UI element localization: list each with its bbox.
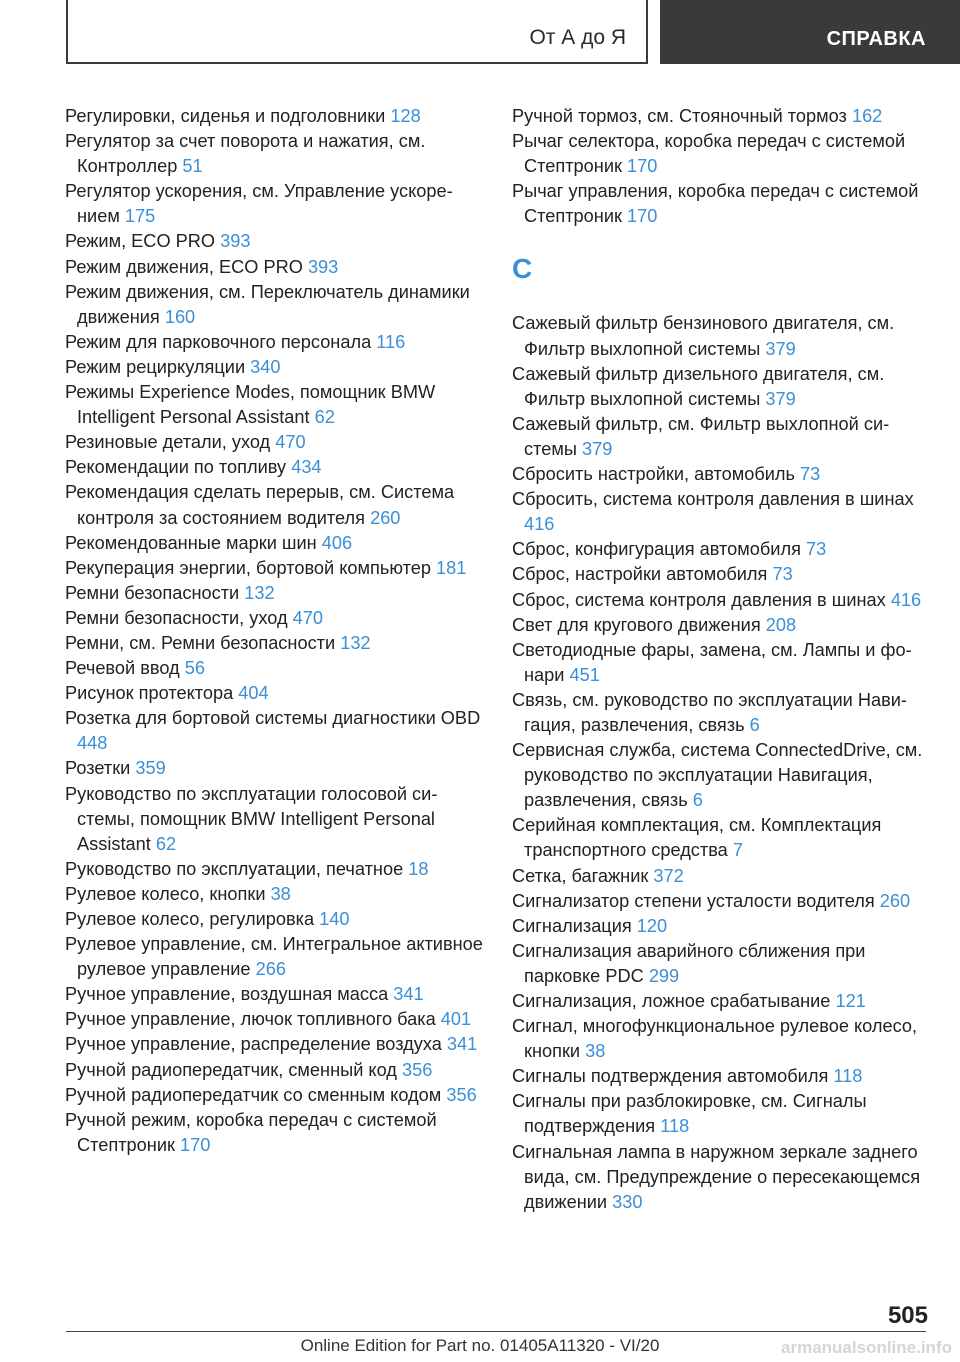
index-entry-page-link[interactable]: 340	[250, 356, 281, 377]
index-entry-page-link[interactable]: 341	[446, 1034, 478, 1055]
index-entry-page-link[interactable]: 359	[135, 758, 166, 779]
index-entry-page-link[interactable]: 356	[401, 1059, 433, 1080]
index-entry-page-link[interactable]: 62	[155, 833, 177, 854]
index-entry-page-link[interactable]: 118	[833, 1066, 863, 1087]
section-letter-heading: С	[512, 253, 533, 285]
index-entry	[512, 311, 930, 361]
index-entry	[65, 255, 483, 280]
index-entry-term: Руководство по эксплуатации голосовой системы, помощник BMW Intelligent Personal Assistant	[65, 783, 438, 854]
index-entry	[65, 1032, 483, 1057]
index-entry-term: Сигнализация аварийного сближения при парковке PDC	[512, 940, 866, 986]
index-entry-term: Сигнализация, ложное срабатывание	[512, 991, 836, 1011]
index-entry-page-link[interactable]: 120	[636, 915, 668, 936]
index-entry-term: Серийная комплектация, см. Комплектация транспортного средства	[512, 815, 882, 861]
index-entry-page-link[interactable]: 451	[569, 664, 600, 685]
index-entry-term: Речевой ввод	[65, 658, 185, 679]
index-entry	[512, 1140, 930, 1215]
index-entry	[65, 330, 483, 355]
index-entry-page-link[interactable]: 160	[164, 306, 196, 327]
index-entry	[512, 688, 930, 738]
index-entry-term: Рекомендованные марки шин	[65, 532, 322, 553]
index-entry-term: Сбросить настройки, автомобиль	[512, 464, 801, 485]
index-entry-term: Ремни безопасности, уход	[65, 607, 293, 628]
index-entry-term: Рекомендации по топливу	[65, 457, 292, 478]
index-entry-page-link[interactable]: 434	[291, 457, 322, 478]
index-entry-page-link[interactable]: 379	[765, 388, 796, 409]
index-entry-term: Сигналы при разблокировке, см. Сигналы подтверждения	[512, 1091, 867, 1137]
index-entry-term: Ручное управление, лючок топливного бака	[65, 1009, 441, 1030]
index-entry	[65, 932, 483, 982]
index-entry	[512, 588, 930, 613]
index-entry	[65, 430, 483, 455]
index-entry	[512, 989, 930, 1014]
index-entry	[65, 355, 483, 380]
index-entry-term: Сбросить, система контроля давления в шинах	[512, 489, 914, 510]
index-entry-term: Режим движения, см. Переключатель динамики движения	[65, 281, 470, 327]
index-entry	[512, 864, 930, 889]
index-entry-term: Сажевый фильтр, см. Фильтр выхлопной системы	[512, 413, 890, 459]
index-entry	[512, 462, 930, 487]
index-entry-term: Сброс, конфигурация автомобиля	[512, 539, 806, 560]
index-entry	[65, 1083, 483, 1108]
index-entry-page-link[interactable]: 266	[255, 959, 286, 980]
index-entry-page-link[interactable]: 175	[124, 206, 156, 227]
index-entry-page-link[interactable]: 118	[660, 1116, 690, 1137]
index-entry-term: Ручной режим, коробка передач с системой Стептроник	[65, 1109, 437, 1155]
index-entry-term: Сигналы подтверждения автомобиля	[512, 1066, 834, 1087]
index-entry	[65, 907, 483, 932]
index-entry	[512, 362, 930, 412]
index-entry-term: Светодиодные фары, замена, см. Лампы и фонари	[512, 639, 912, 685]
index-entry-page-link[interactable]: 341	[393, 984, 424, 1005]
index-entry	[512, 738, 930, 813]
index-entry-term: Сажевый фильтр дизельного двигателя, см. Фильтр выхлопной системы	[512, 363, 885, 409]
index-entry-term: Рулевое управление, см. Интегральное активное рулевое управление	[65, 934, 483, 980]
index-entry	[65, 556, 483, 581]
index-entry-term: Сетка, багажник	[512, 865, 654, 886]
index-entry	[65, 104, 483, 129]
index-entry-page-link[interactable]: 132	[244, 582, 275, 603]
index-entry-page-link[interactable]: 73	[805, 539, 827, 560]
index-entry-term: Сервисная служба, система ConnectedDrive, см. руководство по эксплуатации Навигация, развлечения, связь	[512, 740, 923, 811]
index-entry-page-link[interactable]: 416	[524, 514, 555, 535]
index-entry-page-link[interactable]: 38	[270, 883, 291, 904]
index-entry-page-link[interactable]: 470	[275, 432, 306, 453]
index-entry-term: Связь, см. руководство по эксплуатации Навигация, развлечения, связь	[512, 689, 907, 735]
index-entry	[65, 882, 483, 907]
index-entry	[512, 104, 930, 129]
index-entry	[65, 480, 483, 530]
index-entry	[65, 581, 483, 606]
index-entry-page-link[interactable]: 393	[220, 231, 251, 252]
index-entry-term: Рекомендация сделать перерыв, см. Система контроля за состоянием водителя	[65, 482, 455, 528]
index-entry-page-link[interactable]: 73	[772, 564, 793, 585]
index-entry	[65, 280, 483, 330]
index-entry	[65, 455, 483, 480]
index-entry-term: Сажевый фильтр бензинового двигателя, см. Фильтр выхлопной системы	[512, 313, 895, 359]
index-entry-term: Ручной радиопередатчик, сменный код	[65, 1059, 402, 1080]
index-entry-term: Ручной радиопередатчик со сменным кодом	[65, 1084, 447, 1105]
index-entry-page-link[interactable]: 416	[890, 589, 922, 610]
index-entry	[65, 179, 483, 229]
index-entry-page-link[interactable]: 299	[648, 965, 680, 986]
index-entry-page-link[interactable]: 404	[238, 683, 269, 704]
index-entry-page-link[interactable]: 356	[446, 1084, 477, 1105]
index-entry-page-link[interactable]: 208	[765, 614, 797, 635]
index-entry-term: Ремни безопасности	[65, 582, 245, 603]
index-entry	[65, 1058, 483, 1083]
index-entry-term: Рекуперация энергии, бортовой компьютер	[65, 557, 437, 578]
index-entry-term: Сброс, настройки автомобиля	[512, 564, 773, 585]
footer-divider	[66, 1331, 926, 1332]
index-entry-page-link[interactable]: 6	[749, 714, 760, 735]
index-entry-term: Режимы Experience Modes, помощник BMW Intelligent Personal Assistant	[65, 382, 436, 428]
index-entry-page-link[interactable]: 121	[835, 991, 866, 1011]
index-entry-term: Рулевое колесо, кнопки	[65, 883, 271, 904]
index-entry-page-link[interactable]: 406	[321, 532, 353, 553]
index-entry-term: Ручное управление, воздушная масса	[65, 984, 394, 1005]
index-entry	[512, 914, 930, 939]
index-entry-page-link[interactable]: 7	[732, 840, 743, 861]
index-entry-term: Ремни, см. Ремни безопасности	[65, 632, 341, 653]
header-tab-alphabetical[interactable]: От А до Я	[529, 26, 626, 49]
index-entry-term: Свет для кругового движения	[512, 614, 766, 635]
index-entry	[512, 638, 930, 688]
index-entry-term: Регулировки, сиденья и подголовники	[65, 106, 391, 126]
index-column-right	[512, 104, 930, 1215]
page-number: 505	[887, 1302, 928, 1329]
index-entry	[512, 179, 930, 229]
index-entry-term: Режим, ECO PRO	[65, 231, 221, 252]
index-entry-page-link[interactable]: 51	[182, 156, 203, 177]
index-group-s	[512, 311, 930, 1214]
index-entry	[512, 613, 930, 638]
index-entry-term: Рычаг селектора, коробка передач с системой Стептроник	[512, 131, 906, 177]
index-entry-term: Режим рециркуляции	[65, 356, 251, 377]
index-entry-term: Розетки	[65, 758, 136, 779]
index-entry-page-link[interactable]: 470	[292, 607, 324, 628]
index-entry-page-link[interactable]: 393	[307, 256, 339, 277]
index-entry	[65, 681, 483, 706]
index-entry-page-link[interactable]: 448	[77, 733, 108, 754]
index-entry-term: Режим для парковочного персонала	[65, 331, 377, 352]
index-entry-term: Сигнализатор степени усталости водителя	[512, 890, 880, 911]
index-entry-page-link[interactable]: 162	[851, 106, 883, 126]
index-entry-page-link[interactable]: 401	[440, 1009, 472, 1030]
index-entry-term: Ручной тормоз, см. Стояночный тормоз	[512, 106, 852, 126]
header-tab-box-active	[660, 0, 960, 64]
index-entry	[65, 857, 483, 882]
index-entry-term: Руководство по эксплуатации, печатное	[65, 858, 409, 879]
index-entry-term: Регулятор ускорения, см. Управление ускорением	[65, 181, 453, 227]
index-entry	[512, 889, 930, 914]
index-entry-term: Рычаг управления, коробка передач с системой Стептроник	[512, 181, 919, 227]
index-entry-page-link[interactable]: 140	[319, 909, 350, 929]
index-entry	[512, 1014, 930, 1064]
index-entry	[512, 562, 930, 587]
watermark-logo: armanualsonline.info	[781, 1338, 952, 1357]
index-column-left	[65, 104, 483, 1158]
index-entry	[512, 129, 930, 179]
index-entry-term: Сигнал, многофункциональное рулевое колесо, кнопки	[512, 1016, 918, 1062]
index-group-r	[512, 104, 930, 229]
index-entry-term: Сигнализация	[512, 915, 637, 936]
index-entry-page-link[interactable]: 18	[408, 858, 429, 879]
index-entry	[65, 982, 483, 1007]
footer-edition-text: Online Edition for Part no. 01405A11320 - VI/20	[300, 1336, 660, 1355]
index-entry-term: Сигнальная лампа в наружном зеркале заднего вида, см. Предупреждение о пересекающемся движении	[512, 1141, 921, 1212]
index-entry	[512, 939, 930, 989]
index-entry-term: Резиновые детали, уход	[65, 432, 276, 453]
index-entry-term: Ручное управление, распределение воздуха	[65, 1034, 447, 1055]
index-entry-page-link[interactable]: 62	[314, 407, 335, 428]
index-entry-page-link[interactable]: 260	[370, 507, 401, 528]
index-entry	[65, 229, 483, 254]
index-entry-page-link[interactable]: 170	[180, 1134, 211, 1155]
index-entry	[65, 129, 483, 179]
index-entry-term: Рулевое колесо, регулировка	[65, 909, 320, 929]
index-entry	[65, 706, 483, 756]
index-entry-term: Розетка для бортовой системы диагностики OBD	[65, 708, 481, 729]
index-entry	[512, 537, 930, 562]
index-entry-page-link[interactable]: 170	[627, 206, 658, 227]
index-entry-term: Режим движения, ECO PRO	[65, 256, 308, 277]
index-entry-page-link[interactable]: 181	[436, 557, 467, 578]
index-entry-page-link[interactable]: 330	[612, 1191, 643, 1212]
index-entry-page-link[interactable]: 128	[390, 106, 421, 126]
index-entry	[65, 631, 483, 656]
index-entry	[65, 606, 483, 631]
index-entry-page-link[interactable]: 372	[653, 865, 684, 886]
index-entry-page-link[interactable]: 38	[585, 1041, 606, 1062]
index-entry	[65, 1108, 483, 1158]
index-entry-page-link[interactable]: 132	[340, 632, 371, 653]
index-entry-page-link[interactable]: 6	[692, 790, 703, 811]
index-entry	[65, 531, 483, 556]
index-entry-page-link[interactable]: 116	[376, 331, 406, 352]
header-tab-box	[66, 0, 648, 64]
index-entry-page-link[interactable]: 56	[184, 658, 205, 679]
index-entry	[65, 756, 483, 781]
index-entry-page-link[interactable]: 260	[879, 890, 911, 911]
index-entry-term: Сброс, система контроля давления в шинах	[512, 589, 891, 610]
index-entry	[65, 782, 483, 857]
index-entry	[65, 656, 483, 681]
index-entry	[512, 813, 930, 863]
header-tab-reference[interactable]: СПРАВКА	[826, 28, 926, 50]
index-entry-page-link[interactable]: 379	[765, 338, 796, 359]
index-entry	[512, 1089, 930, 1139]
index-entry-page-link[interactable]: 379	[581, 438, 613, 459]
index-entry-term: Рисунок протектора	[65, 683, 239, 704]
index-entry	[65, 1007, 483, 1032]
index-entry-page-link[interactable]: 73	[800, 464, 821, 485]
index-entry	[512, 412, 930, 462]
index-entry	[512, 487, 930, 537]
index-entry-page-link[interactable]: 170	[627, 156, 658, 177]
index-entry	[65, 380, 483, 430]
index-entry	[512, 1064, 930, 1089]
index-entry-term: Регулятор за счет поворота и нажатия, см. Контроллер	[65, 131, 426, 177]
